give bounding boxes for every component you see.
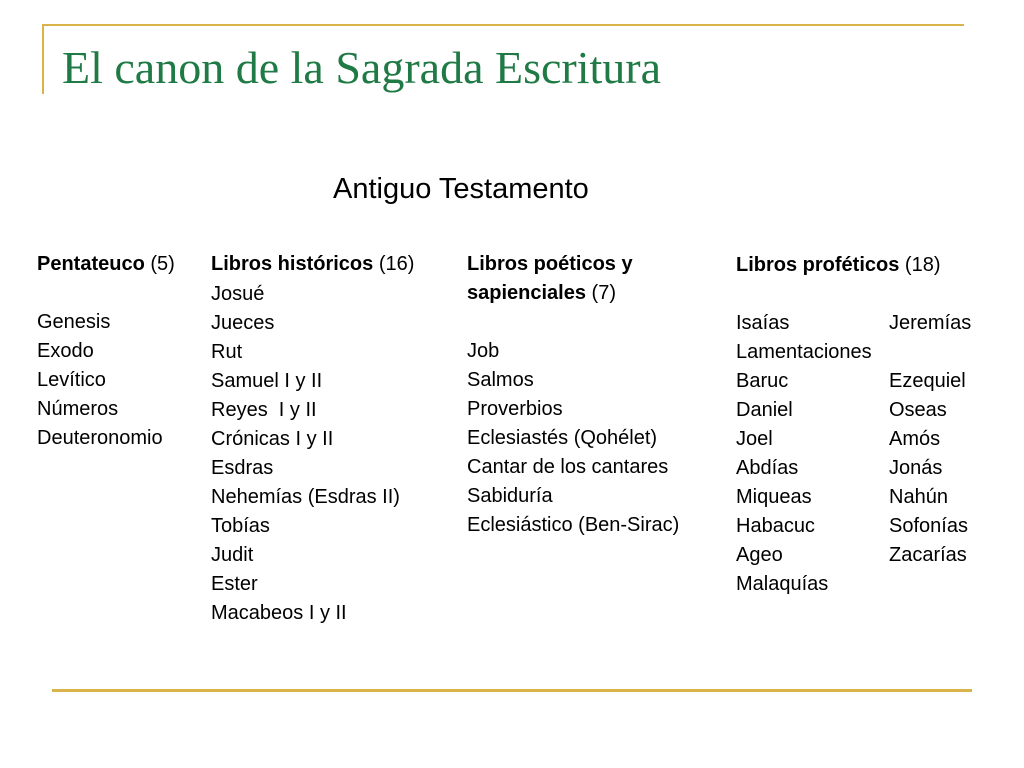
list-item xyxy=(736,512,971,541)
profeticos-book: Baruc xyxy=(736,370,789,392)
historicos-column xyxy=(211,250,414,628)
list-item: Job xyxy=(467,340,500,362)
profeticos-book: Malaquías xyxy=(736,573,829,595)
list-item: Exodo xyxy=(37,340,94,362)
list-item: Salmos xyxy=(467,369,534,391)
pentateuco-heading xyxy=(37,250,175,279)
poeticos-heading-line1: Libros poéticos y xyxy=(467,253,633,275)
poeticos-column xyxy=(467,250,679,540)
poeticos-heading-line2: sapienciales xyxy=(467,282,586,304)
profeticos-book: Jeremías xyxy=(889,312,972,334)
list-item xyxy=(736,309,971,338)
historicos-heading-label: Libros históricos xyxy=(211,253,374,275)
pentateuco-heading-label: Pentateuco xyxy=(37,253,145,275)
list-item: Samuel I y II xyxy=(211,370,323,392)
list-item: Nehemías (Esdras II) xyxy=(211,486,400,508)
list-item: Cantar de los cantares xyxy=(467,456,669,478)
list-item xyxy=(736,570,971,599)
slide-subtitle: Antiguo Testamento xyxy=(333,173,589,205)
profeticos-book: Amós xyxy=(889,428,941,450)
profeticos-count: (18) xyxy=(904,254,941,276)
profeticos-heading xyxy=(736,251,971,280)
list-item: Genesis xyxy=(37,311,111,333)
list-item: Tobías xyxy=(211,515,270,537)
profeticos-column xyxy=(736,251,971,599)
list-item xyxy=(736,483,971,512)
list-item: Números xyxy=(37,398,119,420)
list-item xyxy=(736,454,971,483)
profeticos-book: Oseas xyxy=(889,399,947,421)
profeticos-book: Zacarías xyxy=(889,544,967,566)
historicos-list xyxy=(211,280,414,628)
list-item: Crónicas I y II xyxy=(211,428,334,450)
historicos-heading xyxy=(211,250,414,279)
profeticos-book: Miqueas xyxy=(736,486,812,508)
list-item: Levítico xyxy=(37,369,106,391)
list-item: Proverbios xyxy=(467,398,563,420)
pentateuco-count: (5) xyxy=(150,253,175,275)
left-accent-line xyxy=(42,24,44,94)
list-item: Judit xyxy=(211,544,254,566)
poeticos-heading xyxy=(467,250,679,308)
list-item xyxy=(736,425,971,454)
list-item: Deuteronomio xyxy=(37,427,163,449)
list-item: Rut xyxy=(211,341,243,363)
profeticos-book: Lamentaciones xyxy=(736,341,872,363)
pentateuco-column xyxy=(37,250,175,453)
profeticos-book: Isaías xyxy=(736,312,790,334)
profeticos-book: Jonás xyxy=(889,457,943,479)
pentateuco-list xyxy=(37,308,175,453)
list-item: Sabiduría xyxy=(467,485,553,507)
profeticos-list xyxy=(736,309,971,599)
list-item xyxy=(736,541,971,570)
list-item: Macabeos I y II xyxy=(211,602,347,624)
list-item: Esdras xyxy=(211,457,274,479)
list-item: Jueces xyxy=(211,312,275,334)
profeticos-book: Abdías xyxy=(736,457,799,479)
profeticos-book: Daniel xyxy=(736,399,793,421)
profeticos-heading-label: Libros proféticos xyxy=(736,254,900,276)
profeticos-book: Habacuc xyxy=(736,515,815,537)
profeticos-book: Ezequiel xyxy=(889,370,966,392)
historicos-count: (16) xyxy=(378,253,415,275)
bottom-accent-line xyxy=(52,689,972,692)
top-accent-line xyxy=(42,24,964,26)
list-item xyxy=(736,396,971,425)
list-item xyxy=(736,367,971,396)
profeticos-book: Nahún xyxy=(889,486,948,508)
profeticos-book: Sofonías xyxy=(889,515,968,537)
list-item: Eclesiástico (Ben-Sirac) xyxy=(467,514,680,536)
poeticos-list xyxy=(467,337,679,540)
list-item: Josué xyxy=(211,283,265,305)
poeticos-count: (7) xyxy=(591,282,616,304)
list-item xyxy=(736,338,971,367)
profeticos-book: Ageo xyxy=(736,544,783,566)
list-item: Eclesiastés (Qohélet) xyxy=(467,427,658,449)
profeticos-book: Joel xyxy=(736,428,773,450)
list-item: Ester xyxy=(211,573,258,595)
slide-title: El canon de la Sagrada Escritura xyxy=(62,42,662,93)
list-item: Reyes I y II xyxy=(211,399,317,421)
